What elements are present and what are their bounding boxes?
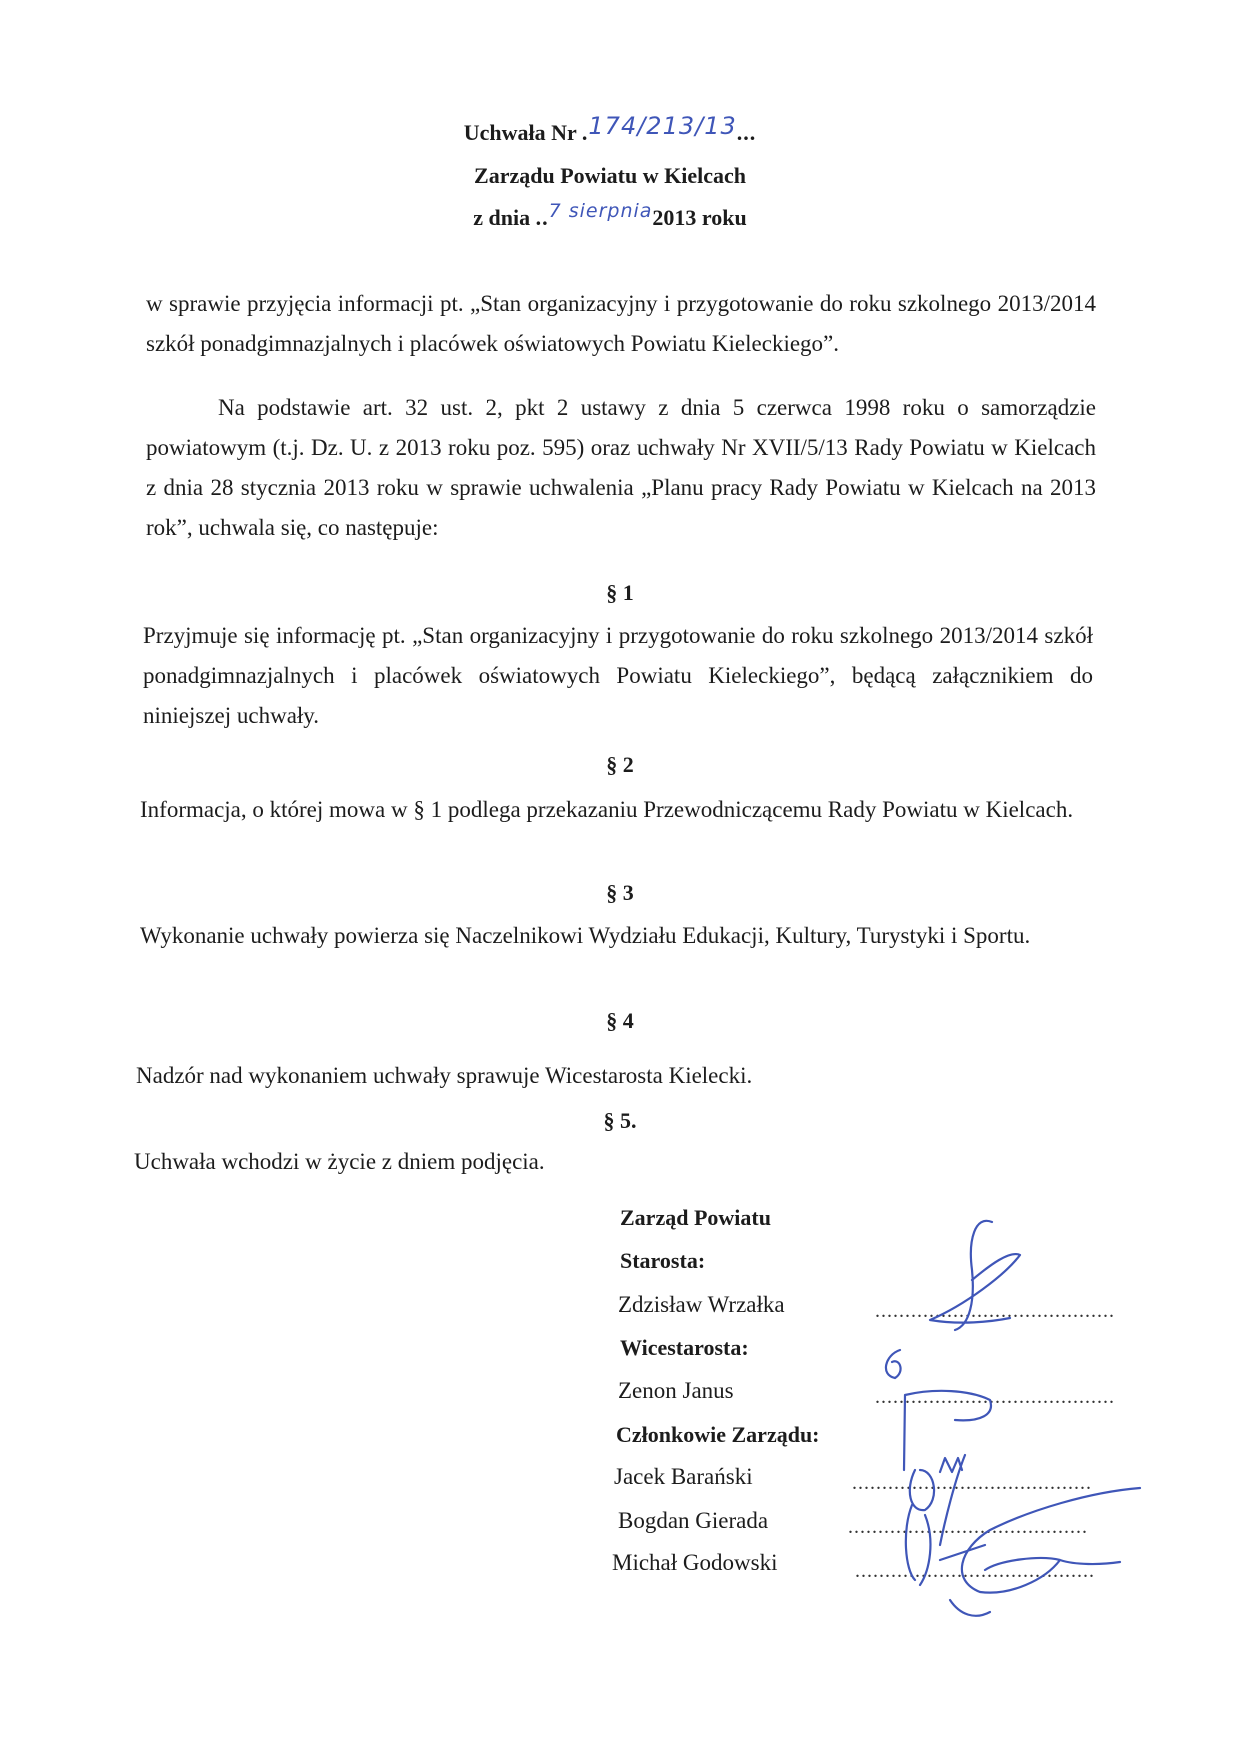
member-name-2: Bogdan Gierada: [618, 1508, 769, 1533]
number-dots-trailing: ...: [736, 120, 757, 145]
section-text-3: Wykonanie uchwały powierza się Naczelnikowi Wydziału Edukacji, Kultury, Turystyki i Sportu.: [140, 923, 1031, 948]
starosta-name: Zdzisław Wrzałka: [618, 1292, 785, 1317]
section-mark-3: § 3: [606, 880, 634, 905]
section-text-1: Przyjmuje się informację pt. „Stan organizacyjny i przygotowanie do roku szkolnego 2013/2014 szkół ponadgimnazjalnych i placówek oświatowych Powiatu Kieleckiego”, będącą załącznikiem do niniejszej uchwały.: [143, 623, 1093, 728]
legal-basis-preamble: Na podstawie art. 32 ust. 2, pkt 2 ustawy z dnia 5 czerwca 1998 roku o samorządzie powiatowym (t.j. Dz. U. z 2013 roku poz. 595) oraz uchwały Nr XVII/5/13 Rady Powiatu w Kielcach z dnia 28 stycznia 2013 roku w sprawie uchwalenia „Planu pracy Rady Powiatu w Kielcach na 2013 rok”, uchwala się, co następuje:: [146, 395, 1096, 540]
wicestarosta-label: Wicestarosta:: [620, 1335, 749, 1360]
wicestarosta-signature-line: ........................................: [875, 1386, 1115, 1408]
section-text-2: Informacja, o której mowa w § 1 podlega przekazaniu Przewodniczącemu Rady Powiatu w Kielcach.: [140, 797, 1074, 822]
date-dots: ..: [535, 205, 549, 230]
signature-wicestarosta: [886, 1350, 991, 1470]
handwritten-date: 7 sierpnia: [548, 200, 653, 222]
member-signature-line-1: ........................................: [852, 1472, 1092, 1494]
resolution-date-line: [380, 200, 840, 233]
section-text-5: Uchwała wchodzi w życie z dniem podjęcia.: [134, 1149, 545, 1174]
number-dots: .: [581, 120, 589, 145]
section-mark-2: § 2: [606, 752, 634, 777]
resolution-number-line: [380, 112, 840, 147]
members-label: Członkowie Zarządu:: [616, 1422, 820, 1447]
date-label: z dnia: [473, 205, 531, 230]
member-name-1: Jacek Barański: [614, 1464, 753, 1489]
section-text-4: Nadzór nad wykonaniem uchwały sprawuje Wicestarosta Kielecki.: [136, 1063, 753, 1088]
member-signature-line-3: ........................................: [855, 1560, 1095, 1582]
starosta-label: Starosta:: [620, 1248, 706, 1273]
wicestarosta-name: Zenon Janus: [618, 1378, 734, 1403]
starosta-signature-line: ........................................: [875, 1300, 1115, 1322]
resolution-subject: w sprawie przyjęcia informacji pt. „Stan organizacyjny i przygotowanie do roku szkolnego 2013/2014 szkół ponadgimnazjalnych i placówek oświatowych Powiatu Kieleckiego”.: [146, 291, 1096, 356]
member-signature-line-2: ........................................: [848, 1516, 1088, 1538]
signature-member-extra: [950, 1600, 990, 1616]
section-mark-5: § 5.: [603, 1108, 637, 1133]
member-name-3: Michał Godowski: [612, 1550, 778, 1575]
section-mark-4: § 4: [606, 1008, 634, 1033]
handwritten-resolution-number: 174/213/13: [588, 112, 737, 140]
board-title: Zarząd Powiatu: [620, 1205, 771, 1230]
section-mark-1: § 1: [606, 580, 634, 605]
date-year: 2013 roku: [652, 205, 747, 230]
resolution-number-label: Uchwała Nr: [463, 120, 577, 145]
issuing-body: Zarządu Powiatu w Kielcach: [474, 163, 746, 188]
